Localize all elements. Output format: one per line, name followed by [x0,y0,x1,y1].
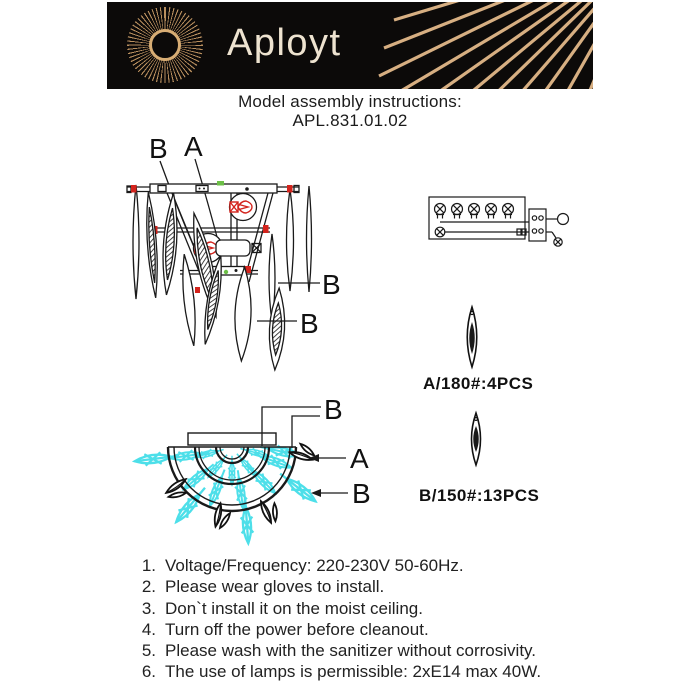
part-a-label: A/180#:4PCS [423,374,534,393]
wiring-diagram [429,197,569,246]
instruction-item [134,661,614,682]
side-label-a-top: A [184,131,203,162]
bottom-label-a-right: A [350,443,369,474]
bottom-label-b-top: B [324,394,343,425]
part-b-label: B/150#:13PCS [419,486,540,505]
instruction-item [134,555,614,576]
part-a-crystal [467,307,477,367]
instruction-text: Please wear gloves to install. [165,577,385,597]
instruction-item [134,640,614,661]
instruction-number: 2. [141,577,156,597]
instruction-number: 4. [141,619,156,639]
instruction-text: Turn off the power before cleanout. [165,619,429,639]
bottom-label-b-right: B [352,478,371,509]
instruction-text: The use of lamps is permissible: 2xE14 max 40W. [165,662,542,682]
instruction-text: Please wash with the sanitizer without corrosivity. [165,641,537,661]
brand-name: Aployt [227,22,342,64]
instruction-text: Don`t install it on the moist ceiling. [165,598,423,618]
instruction-item [134,598,614,619]
model-code: APL.831.01.02 [292,110,408,130]
instruction-item [134,619,614,640]
instruction-text: Voltage/Frequency: 220-230V 50-60Hz. [165,556,464,575]
part-b-crystal [472,413,481,465]
bottom-view-diagram [134,394,371,544]
instruction-number: 5. [141,641,156,661]
instruction-number: 1. [141,556,156,575]
instruction-number: 3. [141,598,156,618]
instruction-number: 6. [141,662,156,682]
side-label-b-top: B [149,133,168,164]
instruction-item [134,576,614,597]
side-view-diagram [127,131,341,370]
crystal-ring-inner [194,445,269,485]
instructions-list [134,555,614,683]
side-label-b-right-upper: B [322,269,341,300]
page-title: Model assembly instructions: [238,92,462,111]
side-label-b-right-lower: B [300,308,319,339]
